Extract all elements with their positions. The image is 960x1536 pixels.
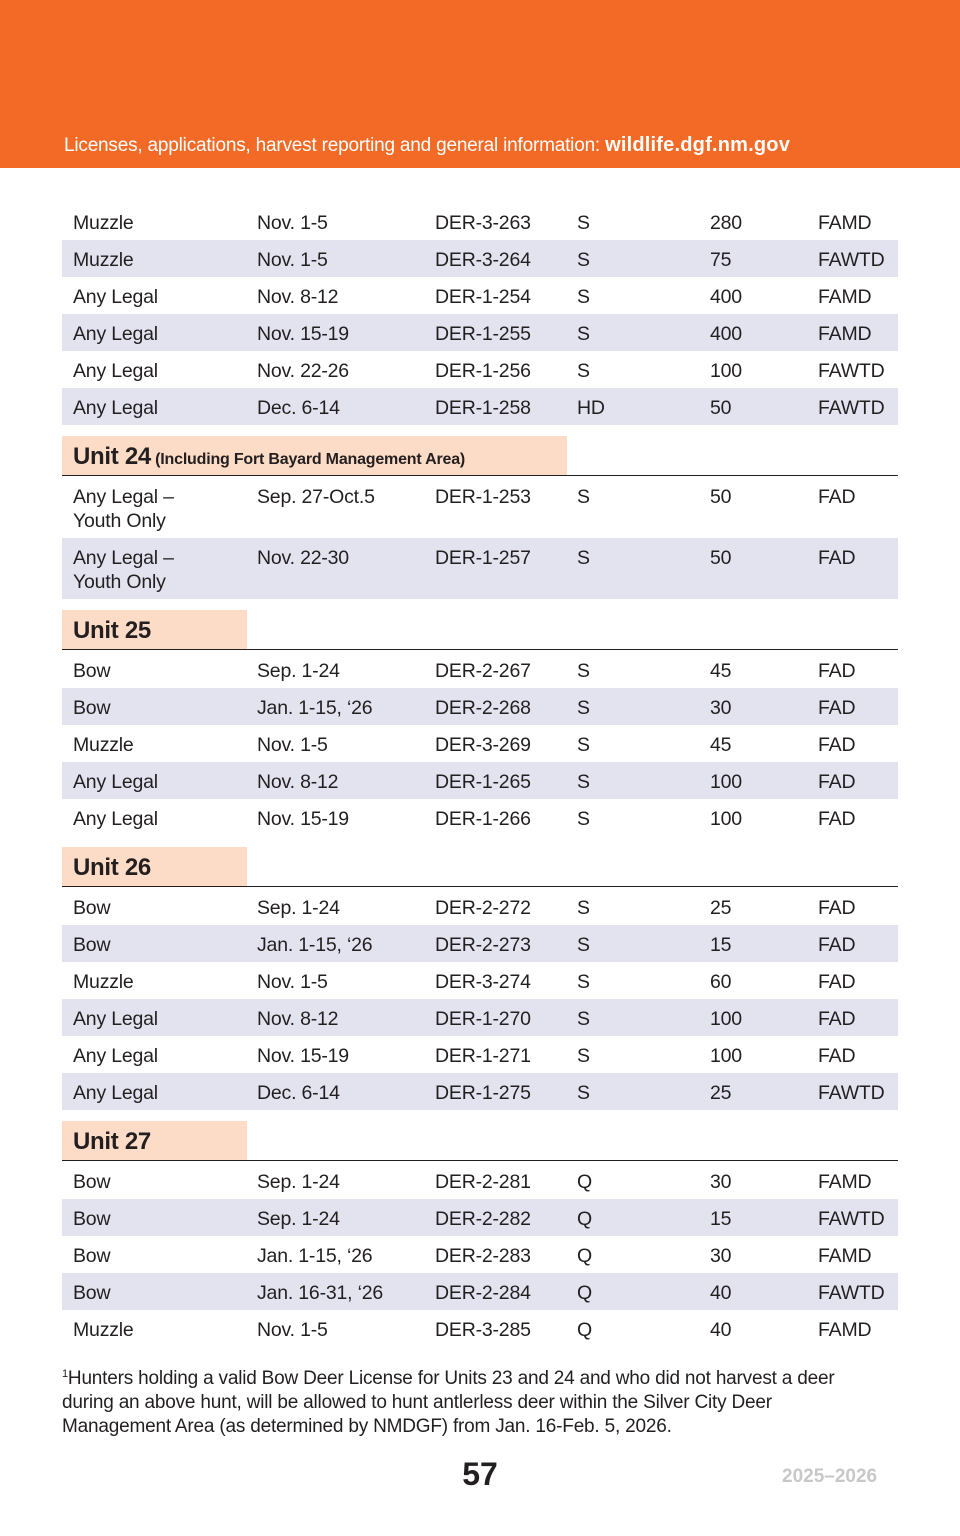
unit-title <box>73 1128 151 1156</box>
cell-hunt-code: DER-2-281 <box>435 1171 531 1193</box>
table-row <box>62 1199 898 1236</box>
footnote-marker: 1 <box>62 1368 68 1380</box>
footnote-text: Hunters holding a valid Bow Deer License for Units 23 and 24 and who did not harvest a deer during an above hunt, will be allowed to hunt antlerless deer within the Silver City Deer Management Area (as determined by NMDGF) from Jan. 16-Feb. 5, 2026. <box>62 1368 835 1437</box>
cell-bag-limit: FAWTD <box>818 1082 885 1104</box>
cell-hunt-dates: Nov. 1-5 <box>257 734 328 756</box>
cell-hunt-code: DER-1-255 <box>435 323 531 345</box>
cell-license-count: 30 <box>710 1171 732 1193</box>
cell-bag-limit: FAWTD <box>818 397 885 419</box>
unit-heading <box>62 436 567 476</box>
cell-bag-limit: FAD <box>818 971 856 993</box>
table-row <box>62 1162 898 1199</box>
cell-weapon-type: Any Legal <box>73 1082 158 1104</box>
cell-license-count: 280 <box>710 212 742 234</box>
unit-title <box>73 617 151 645</box>
page-number: 57 <box>462 1456 498 1492</box>
cell-bag-type: S <box>577 808 590 830</box>
cell-hunt-code: DER-1-271 <box>435 1045 531 1067</box>
cell-hunt-code: DER-2-268 <box>435 697 531 719</box>
cell-license-count: 30 <box>710 697 732 719</box>
cell-license-count: 60 <box>710 971 732 993</box>
cell-bag-type: Q <box>577 1171 592 1193</box>
cell-hunt-code: DER-2-283 <box>435 1245 531 1267</box>
unit-name: Unit 26 <box>73 854 151 881</box>
footnote <box>62 1362 862 1439</box>
unit-name: Unit 24 <box>73 443 151 470</box>
cell-hunt-code: DER-3-264 <box>435 249 531 271</box>
cell-hunt-code: DER-3-285 <box>435 1319 531 1341</box>
cell-hunt-dates: Dec. 6-14 <box>257 1082 340 1104</box>
cell-bag-limit: FAMD <box>818 1245 872 1267</box>
cell-bag-limit: FAWTD <box>818 249 885 271</box>
cell-weapon-type: Muzzle <box>73 971 134 993</box>
cell-license-count: 400 <box>710 286 742 308</box>
cell-license-count: 45 <box>710 660 732 682</box>
cell-hunt-code: DER-2-267 <box>435 660 531 682</box>
table-row <box>62 1073 898 1110</box>
cell-hunt-code: DER-1-254 <box>435 286 531 308</box>
cell-weapon-type: Any Legal <box>73 286 158 308</box>
cell-hunt-dates: Sep. 1-24 <box>257 1171 340 1193</box>
cell-bag-limit: FAMD <box>818 1171 872 1193</box>
cell-hunt-dates: Nov. 1-5 <box>257 1319 328 1341</box>
cell-bag-limit: FAD <box>818 697 856 719</box>
unit-heading <box>62 847 247 887</box>
cell-license-count: 100 <box>710 1008 742 1030</box>
unit-divider <box>62 1160 898 1161</box>
cell-bag-limit: FAD <box>818 934 856 956</box>
cell-weapon-type: Any Legal <box>73 397 158 419</box>
cell-weapon-type: Bow <box>73 1171 111 1193</box>
cell-bag-type: Q <box>577 1245 592 1267</box>
cell-hunt-dates: Nov. 1-5 <box>257 212 328 234</box>
cell-bag-limit: FAD <box>818 734 856 756</box>
table-row <box>62 314 898 351</box>
cell-license-count: 30 <box>710 1245 732 1267</box>
cell-hunt-dates: Nov. 1-5 <box>257 971 328 993</box>
cell-bag-type: S <box>577 249 590 271</box>
cell-hunt-code: DER-1-270 <box>435 1008 531 1030</box>
table-row <box>62 203 898 240</box>
header-website-link[interactable]: wildlife.dgf.nm.gov <box>605 134 791 156</box>
cell-bag-limit: FAD <box>818 660 856 682</box>
cell-hunt-code: DER-1-253 <box>435 486 531 508</box>
table-row <box>62 351 898 388</box>
cell-hunt-code: DER-1-266 <box>435 808 531 830</box>
cell-hunt-dates: Nov. 8-12 <box>257 771 339 793</box>
table-row <box>62 1273 898 1310</box>
cell-bag-type: S <box>577 660 590 682</box>
cell-weapon-type: Bow <box>73 1208 111 1230</box>
cell-license-count: 100 <box>710 808 742 830</box>
cell-weapon-type: Any Legal – Youth Only <box>73 547 174 593</box>
table-row <box>62 725 898 762</box>
cell-weapon-type: Any Legal – Youth Only <box>73 486 174 532</box>
cell-hunt-dates: Dec. 6-14 <box>257 397 340 419</box>
cell-bag-type: S <box>577 697 590 719</box>
cell-hunt-dates: Sep. 1-24 <box>257 1208 340 1230</box>
cell-weapon-type: Muzzle <box>73 212 134 234</box>
cell-license-count: 25 <box>710 897 732 919</box>
cell-hunt-code: DER-1-258 <box>435 397 531 419</box>
cell-hunt-dates: Nov. 22-30 <box>257 547 349 569</box>
cell-bag-type: S <box>577 286 590 308</box>
cell-hunt-code: DER-1-257 <box>435 547 531 569</box>
table-row <box>62 762 898 799</box>
cell-hunt-code: DER-1-275 <box>435 1082 531 1104</box>
cell-license-count: 50 <box>710 486 732 508</box>
cell-hunt-dates: Jan. 16-31, ‘26 <box>257 1282 384 1304</box>
cell-bag-limit: FAD <box>818 547 856 569</box>
cell-bag-type: S <box>577 1008 590 1030</box>
cell-hunt-code: DER-2-282 <box>435 1208 531 1230</box>
cell-bag-type: S <box>577 547 590 569</box>
cell-hunt-code: DER-1-256 <box>435 360 531 382</box>
cell-license-count: 100 <box>710 771 742 793</box>
cell-weapon-type: Bow <box>73 697 111 719</box>
cell-bag-limit: FAD <box>818 808 856 830</box>
cell-license-count: 40 <box>710 1282 732 1304</box>
cell-license-count: 75 <box>710 249 732 271</box>
cell-license-count: 15 <box>710 934 732 956</box>
cell-bag-type: S <box>577 323 590 345</box>
cell-bag-limit: FAD <box>818 1045 856 1067</box>
table-row <box>62 688 898 725</box>
cell-hunt-dates: Jan. 1-15, ‘26 <box>257 697 373 719</box>
cell-bag-limit: FAWTD <box>818 1208 885 1230</box>
cell-weapon-type: Muzzle <box>73 1319 134 1341</box>
cell-hunt-dates: Nov. 15-19 <box>257 323 349 345</box>
table-row <box>62 962 898 999</box>
cell-license-count: 100 <box>710 360 742 382</box>
cell-license-count: 50 <box>710 547 732 569</box>
cell-weapon-type: Bow <box>73 897 111 919</box>
cell-bag-limit: FAMD <box>818 323 872 345</box>
cell-bag-type: S <box>577 771 590 793</box>
cell-bag-type: S <box>577 486 590 508</box>
cell-weapon-type: Bow <box>73 1245 111 1267</box>
cell-bag-type: S <box>577 360 590 382</box>
cell-hunt-code: DER-2-284 <box>435 1282 531 1304</box>
table-row <box>62 388 898 425</box>
cell-bag-limit: FAD <box>818 486 856 508</box>
cell-bag-type: S <box>577 1045 590 1067</box>
cell-hunt-dates: Sep. 1-24 <box>257 660 340 682</box>
cell-weapon-type: Muzzle <box>73 249 134 271</box>
unit-heading <box>62 1121 247 1161</box>
unit-divider <box>62 886 898 887</box>
cell-hunt-dates: Sep. 27-Oct.5 <box>257 486 375 508</box>
cell-weapon-type: Bow <box>73 934 111 956</box>
cell-hunt-code: DER-1-265 <box>435 771 531 793</box>
cell-bag-limit: FAD <box>818 1008 856 1030</box>
table-row <box>62 651 898 688</box>
cell-hunt-code: DER-3-263 <box>435 212 531 234</box>
cell-bag-type: S <box>577 1082 590 1104</box>
cell-license-count: 40 <box>710 1319 732 1341</box>
table-row <box>62 277 898 314</box>
unit-title <box>73 443 465 471</box>
cell-bag-type: Q <box>577 1282 592 1304</box>
cell-hunt-dates: Nov. 15-19 <box>257 808 349 830</box>
cell-hunt-dates: Sep. 1-24 <box>257 897 340 919</box>
cell-bag-type: Q <box>577 1319 592 1341</box>
cell-weapon-type: Any Legal <box>73 1008 158 1030</box>
unit-subtitle: (Including Fort Bayard Management Area) <box>150 451 466 468</box>
cell-hunt-code: DER-3-269 <box>435 734 531 756</box>
unit-divider <box>62 475 898 476</box>
cell-bag-type: S <box>577 971 590 993</box>
cell-bag-type: S <box>577 212 590 234</box>
cell-license-count: 50 <box>710 397 732 419</box>
cell-hunt-code: DER-2-273 <box>435 934 531 956</box>
cell-hunt-dates: Jan. 1-15, ‘26 <box>257 934 373 956</box>
unit-name: Unit 25 <box>73 617 151 644</box>
cell-bag-type: S <box>577 734 590 756</box>
cell-bag-type: Q <box>577 1208 592 1230</box>
table-row <box>62 799 898 836</box>
table-row <box>62 538 898 599</box>
cell-hunt-dates: Jan. 1-15, ‘26 <box>257 1245 373 1267</box>
cell-license-count: 45 <box>710 734 732 756</box>
cell-bag-limit: FAD <box>818 771 856 793</box>
cell-hunt-dates: Nov. 8-12 <box>257 1008 339 1030</box>
table-row <box>62 1310 898 1347</box>
cell-hunt-code: DER-3-274 <box>435 971 531 993</box>
unit-title <box>73 854 151 882</box>
cell-weapon-type: Any Legal <box>73 360 158 382</box>
cell-license-count: 100 <box>710 1045 742 1067</box>
cell-weapon-type: Any Legal <box>73 808 158 830</box>
cell-license-count: 400 <box>710 323 742 345</box>
cell-bag-limit: FAWTD <box>818 1282 885 1304</box>
cell-hunt-dates: Nov. 22-26 <box>257 360 349 382</box>
cell-bag-type: S <box>577 897 590 919</box>
table-row <box>62 925 898 962</box>
cell-weapon-type: Bow <box>73 660 111 682</box>
cell-weapon-type: Muzzle <box>73 734 134 756</box>
cell-bag-limit: FAMD <box>818 286 872 308</box>
unit-divider <box>62 649 898 650</box>
unit-name: Unit 27 <box>73 1128 151 1155</box>
table-row <box>62 477 898 538</box>
cell-bag-limit: FAWTD <box>818 360 885 382</box>
cell-bag-limit: FAMD <box>818 1319 872 1341</box>
cell-hunt-dates: Nov. 8-12 <box>257 286 339 308</box>
table-row <box>62 240 898 277</box>
cell-license-count: 15 <box>710 1208 732 1230</box>
season-label: 2025–2026 <box>782 1466 878 1487</box>
cell-bag-limit: FAD <box>818 897 856 919</box>
cell-weapon-type: Any Legal <box>73 771 158 793</box>
cell-weapon-type: Any Legal <box>73 323 158 345</box>
cell-weapon-type: Bow <box>73 1282 111 1304</box>
cell-bag-type: HD <box>577 397 605 419</box>
header-info-text: Licenses, applications, harvest reporting and general information: <box>64 135 601 156</box>
table-row <box>62 1236 898 1273</box>
cell-bag-type: S <box>577 934 590 956</box>
cell-hunt-dates: Nov. 15-19 <box>257 1045 349 1067</box>
cell-weapon-type: Any Legal <box>73 1045 158 1067</box>
cell-license-count: 25 <box>710 1082 732 1104</box>
cell-hunt-code: DER-2-272 <box>435 897 531 919</box>
table-row <box>62 999 898 1036</box>
cell-bag-limit: FAMD <box>818 212 872 234</box>
unit-heading <box>62 610 247 650</box>
table-row <box>62 1036 898 1073</box>
cell-hunt-dates: Nov. 1-5 <box>257 249 328 271</box>
table-row <box>62 888 898 925</box>
